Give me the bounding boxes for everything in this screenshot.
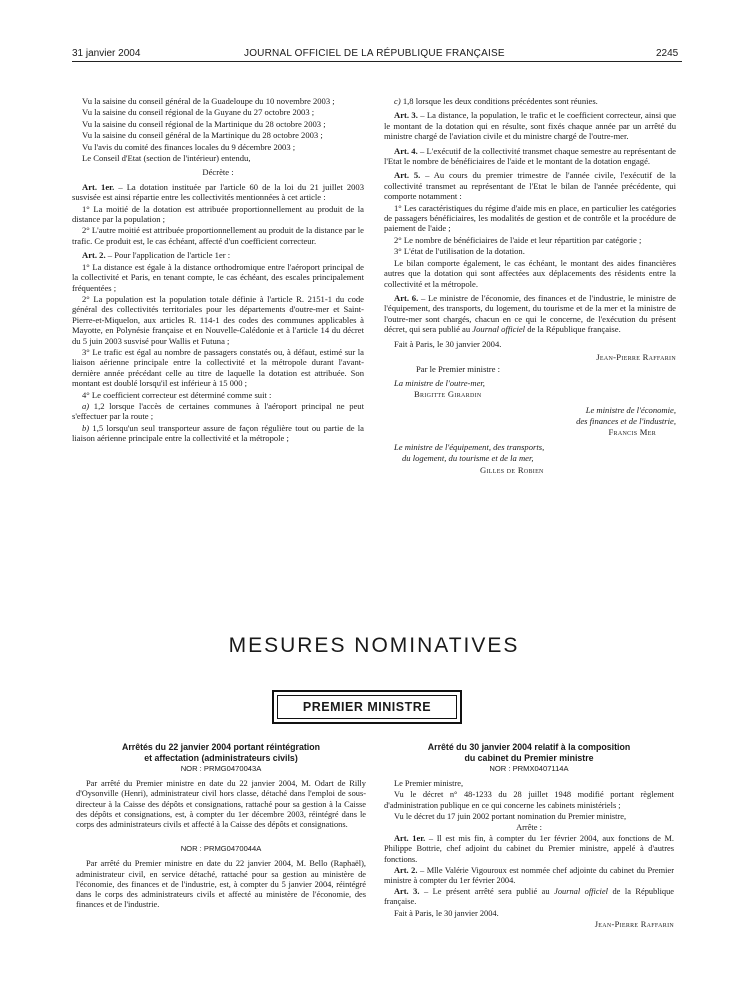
header-journal-title: JOURNAL OFFICIEL DE LA RÉPUBLIQUE FRANÇAISE: [244, 48, 505, 59]
nor-reference: NOR : PRMX0407114A: [489, 764, 569, 773]
header-date: 31 janvier 2004: [72, 48, 141, 59]
paragraph: 2° La population est la population totale définie à l'article R. 2151-1 du code général des collectivités territoriales pour les départements d'outre-mer et Saint-Pierre-et-Miquelon, aux articles R. 114-1 des codes des communes applicables à Mayotte, en Polynésie française et en Nouvelle-Calédonie et à l'article 14 du décret du 5 juin 2003 susvisé pour Wallis et Futuna ;: [72, 293, 364, 346]
arrete-heading: Arrête :: [516, 823, 542, 833]
paragraph: Vu la saisine du conseil général de la Martinique du 28 octobre 2003 ;: [82, 130, 323, 141]
fait-a-paris: Fait à Paris, le 30 janvier 2004.: [394, 908, 499, 918]
arrete-title: Arrêtés du 22 janvier 2004 portant réintégration: [122, 742, 320, 752]
paragraph: 1° Les caractéristiques du régime d'aide mis en place, en particulier les catégories de passagers bénéficiaires, les modalités de gestion et de contrôle et la procédure de paiement de l'aide ;: [384, 202, 676, 234]
par-le-premier-ministre: Par le Premier ministre :: [416, 364, 501, 375]
paragraph: 3° Le trafic est égal au nombre de passagers constatés ou, à défaut, estimé sur la liaison aérienne principale entre la collectivité et la métropole durant l'avant-dernière année précédant celle au titre de laquelle la dotation est attribuée. Son montant est doublé lorsqu'il est inférieur à 15 000 ;: [72, 346, 364, 389]
item-c: c) 1,8 lorsque les deux conditions précédentes sont réunies.: [394, 96, 598, 106]
paragraph: 1° La distance est égale à la distance orthodromique entre l'aéroport principal de la collectivité et Paris, en tenant compte, le cas échéant, des escales principalement fréquentées ;: [72, 261, 364, 293]
signer-name: Jean-Pierre Raffarin: [596, 351, 676, 362]
decrete-heading: Décrète :: [202, 167, 234, 178]
item-a: a) 1,2 lorsque l'accès de certaines communes à l'aéroport principal ne peut s'effectuer par la route ;: [72, 400, 364, 422]
paragraph: 2° L'autre moitié est attribuée proportionnellement au produit de la distance par le trafic. Ce produit est, le cas échéant, affecté d'un coefficient correcteur.: [72, 225, 364, 246]
article-3: Art. 3. – La distance, la population, le trafic et le coefficient correcteur, ainsi que le montant de la dotation qui en résulte, sont fixés chaque année par un arrêté du ministre chargé de l'aviation civile et du ministre chargé de l'outre-mer.: [384, 110, 677, 142]
right-column: [384, 96, 676, 476]
paragraph: Vu la saisine du conseil régional de la Martinique du 28 octobre 2003 ;: [82, 118, 326, 129]
article-2: Art. 2. – Pour l'application de l'article 1er :: [82, 250, 231, 261]
paragraph: Vu l'avis du comité des finances locales du 9 décembre 2003 ;: [82, 141, 296, 152]
paragraph: Par arrêté du Premier ministre en date du 22 janvier 2004, M. Bello (Raphaël), administrateur civil, en service détaché, rattaché pour sa gestion au ministère de l'économie, des finances et de l'industrie, est, à compter du 5 janvier 2004, réintégré dans le corps des administrateurs civils et affecté au ministère de l'économie, des finances et de l'industrie.: [76, 859, 366, 910]
ministry-box: [272, 690, 462, 724]
minister-name: Gilles de Robien: [480, 464, 544, 475]
minister-title: Le ministre de l'équipement, des transports,: [394, 441, 545, 452]
article-6: Art. 6. – Le ministre de l'économie, des finances et de l'industrie, le ministre de l'équipement, des transports, du logement, du tourisme et de la mer et la ministre de l'outre-mer sont chargés, chacun en ce qui le concerne, de l'exécution du présent décret, qui sera publié au Journal officiel de la République française.: [384, 292, 676, 335]
arrete-title: Arrêté du 30 janvier 2004 relatif à la composition: [427, 742, 631, 752]
paragraph: Vu la saisine du conseil général de la Guadeloupe du 10 novembre 2003 ;: [82, 96, 335, 106]
paragraph: Vu le décret du 17 juin 2002 portant nomination du Premier ministre,: [394, 811, 627, 821]
paragraph: Le Conseil d'Etat (section de l'intérieur) entendu,: [82, 153, 251, 164]
arrete-title: et affectation (administrateurs civils): [144, 752, 298, 763]
article-1: Art. 1er. – Il est mis fin, à compter du 1er février 2004, aux fonctions de M. Philippe Bottrie, chef adjoint du cabinet du Premier ministre, appelé à d'autres fonctions.: [384, 834, 674, 864]
article-1: Art. 1er. – La dotation instituée par l'article 60 de la loi du 21 juillet 2003 susvisée est ainsi répartie entre les collectivités mentionnées à cet article :: [72, 181, 365, 203]
left-column: [72, 96, 364, 445]
article-3: Art. 3. – Le présent arrêté sera publié au Journal officiel de la République française.: [384, 887, 675, 907]
paragraph: Le bilan comporte également, le cas échéant, le montant des aides financières autres que la dotation qui sont affectées aux déplacements des résidents entre la collectivité et la métropole.: [384, 257, 676, 289]
nor-reference: NOR : PRMG0470043A: [180, 764, 262, 773]
signer-name: Jean-Pierre Raffarin: [594, 919, 674, 929]
minister-title: Le ministre de l'économie,: [585, 404, 676, 415]
minister-title: du logement, du tourisme et de la mer,: [402, 453, 534, 464]
nor-reference: NOR : PRMG0470044A: [180, 844, 262, 854]
paragraph: 2° Le nombre de bénéficiaires de l'aide et leur répartition par catégorie ;: [394, 234, 642, 245]
article-2: Art. 2. – Mlle Valérie Vigouroux est nommée chef adjointe du cabinet du Premier ministre à compter du 1er février 2004.: [384, 865, 675, 886]
header-rule: [72, 61, 682, 62]
article-5: Art. 5. – Au cours du premier trimestre de l'année civile, l'exécutif de la collectivité transmet au représentant de l'Etat le bilan de l'année précédente, qui comporte notamment :: [384, 170, 676, 202]
paragraph: 4° Le coefficient correcteur est déterminé comme suit :: [82, 389, 272, 400]
minister-name: Francis Mer: [608, 427, 656, 438]
paragraph: Le Premier ministre,: [394, 779, 464, 789]
arrete-title: du cabinet du Premier ministre: [464, 752, 594, 763]
paragraph: 1° La moitié de la dotation est attribuée proportionnellement au produit de la distance par la population ;: [72, 203, 364, 225]
paragraph: Par arrêté du Premier ministre en date du 22 janvier 2004, M. Odart de Rilly d'Oysonville (Henri), administrateur civil hors classe, détaché dans l'emploi de sous-directeur à la Caisse des dépôts et consignations, rattaché pour sa gestion à la Caisse des dépôts et consignations, est, à compter du 1er décembre 2003, réintégré dans le corps des administrateurs civils et affecté à la Caisse des dépôts et consignations.: [76, 779, 366, 830]
paragraph: Vu la saisine du conseil régional de la Guyane du 27 octobre 2003 ;: [82, 107, 315, 118]
bottom-left-column: [76, 742, 366, 911]
item-b: b) 1,5 lorsqu'un seul transporteur assure de façon régulière tout ou partie de la liaison aérienne principale entre la collectivité et la métropole ;: [72, 422, 364, 444]
header-page-number: 2245: [656, 48, 679, 59]
minister-title: La ministre de l'outre-mer,: [394, 377, 485, 388]
article-label: Art. 2.: [82, 250, 106, 261]
paragraph: Vu le décret n° 48-1233 du 28 juillet 1948 modifié portant règlement d'administration publique en ce qui concerne les cabinets ministériels ;: [384, 790, 674, 810]
paragraph: 3° L'état de l'utilisation de la dotation.: [394, 246, 525, 257]
bottom-right-column: [384, 742, 674, 931]
article-label: Art. 1er.: [82, 181, 115, 192]
minister-title: des finances et de l'industrie,: [576, 415, 676, 426]
section-title: MESURES NOMINATIVES: [228, 634, 520, 657]
fait-a-paris: Fait à Paris, le 30 janvier 2004.: [394, 338, 502, 349]
minister-name: Brigitte Girardin: [414, 389, 482, 400]
article-4: Art. 4. – L'exécutif de la collectivité transmet chaque semestre au représentant de l'Etat le nombre de bénéficiaires de l'aide et le montant de la dotation engagé.: [384, 145, 677, 167]
ministry-box-label: PREMIER MINISTRE: [277, 695, 457, 719]
